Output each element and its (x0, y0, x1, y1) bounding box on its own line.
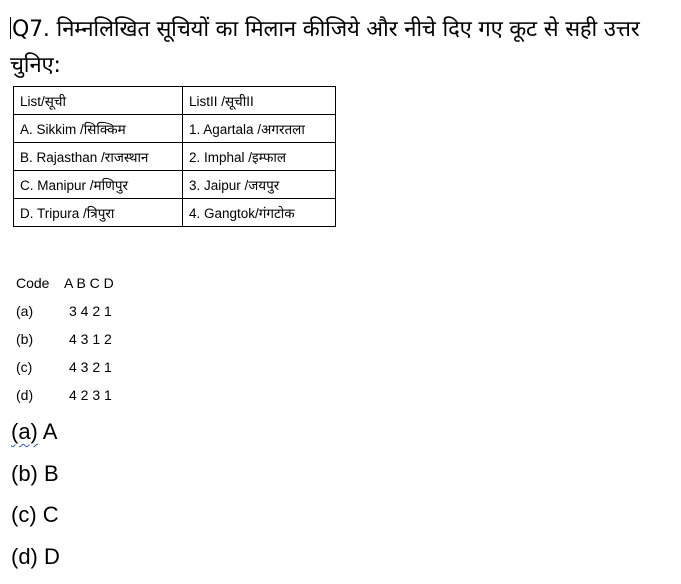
answer-option-text: D (44, 544, 60, 569)
answer-option-text: C (43, 502, 59, 527)
code-row (16, 385, 114, 413)
answer-option-label: (c) (11, 502, 37, 527)
code-option: (b) (16, 329, 69, 349)
table-row (14, 171, 336, 199)
table-row (14, 143, 336, 171)
answer-option-c[interactable] (11, 501, 60, 543)
table-header-list1: List/सूची (14, 87, 183, 115)
question-text (10, 12, 670, 84)
answer-option-text: A (43, 419, 58, 444)
code-values: 4 2 3 1 (69, 387, 112, 403)
answer-option-text: B (44, 461, 59, 486)
table-cell: 1. Agartala /अगरतला (183, 115, 336, 143)
answer-option-a[interactable] (11, 418, 60, 460)
code-columns: A B C D (64, 275, 114, 291)
table-row (14, 199, 336, 227)
table-cell: D. Tripura /त्रिपुरा (14, 199, 183, 227)
table-cell: C. Manipur /मणिपुर (14, 171, 183, 199)
answer-option-label: (b) (11, 461, 38, 486)
code-option: (c) (16, 357, 69, 377)
code-values: 4 3 2 1 (69, 359, 112, 375)
code-values: 4 3 1 2 (69, 331, 112, 347)
table-cell: 3. Jaipur /जयपुर (183, 171, 336, 199)
code-option: (d) (16, 385, 69, 405)
text-cursor (10, 17, 11, 39)
question-label: Q7. निम्नलिखित सूचियों का मिलान कीजिये और नीचे दिए गए कूट से सही उत्तर चुनिए: (10, 17, 640, 78)
table-header-list2: ListII /सूचीII (183, 87, 336, 115)
answer-option-d[interactable] (11, 543, 60, 584)
table-header-row (14, 87, 336, 115)
table-row (14, 115, 336, 143)
code-label: Code (16, 273, 64, 293)
answer-option-label: (d) (11, 544, 38, 569)
code-header-row (16, 273, 114, 301)
code-row (16, 329, 114, 357)
answer-option-label: (a) (11, 419, 38, 444)
code-row (16, 301, 114, 329)
table-cell: A. Sikkim /सिक्किम (14, 115, 183, 143)
code-values: 3 4 2 1 (69, 303, 112, 319)
code-block (16, 273, 114, 413)
code-row (16, 357, 114, 385)
answer-options (11, 418, 60, 584)
code-option: (a) (16, 301, 69, 321)
match-table (13, 86, 336, 227)
table-cell: 4. Gangtok/गंगटोक (183, 199, 336, 227)
table-cell: 2. Imphal /इम्फाल (183, 143, 336, 171)
table-cell: B. Rajasthan /राजस्थान (14, 143, 183, 171)
answer-option-b[interactable] (11, 460, 60, 502)
